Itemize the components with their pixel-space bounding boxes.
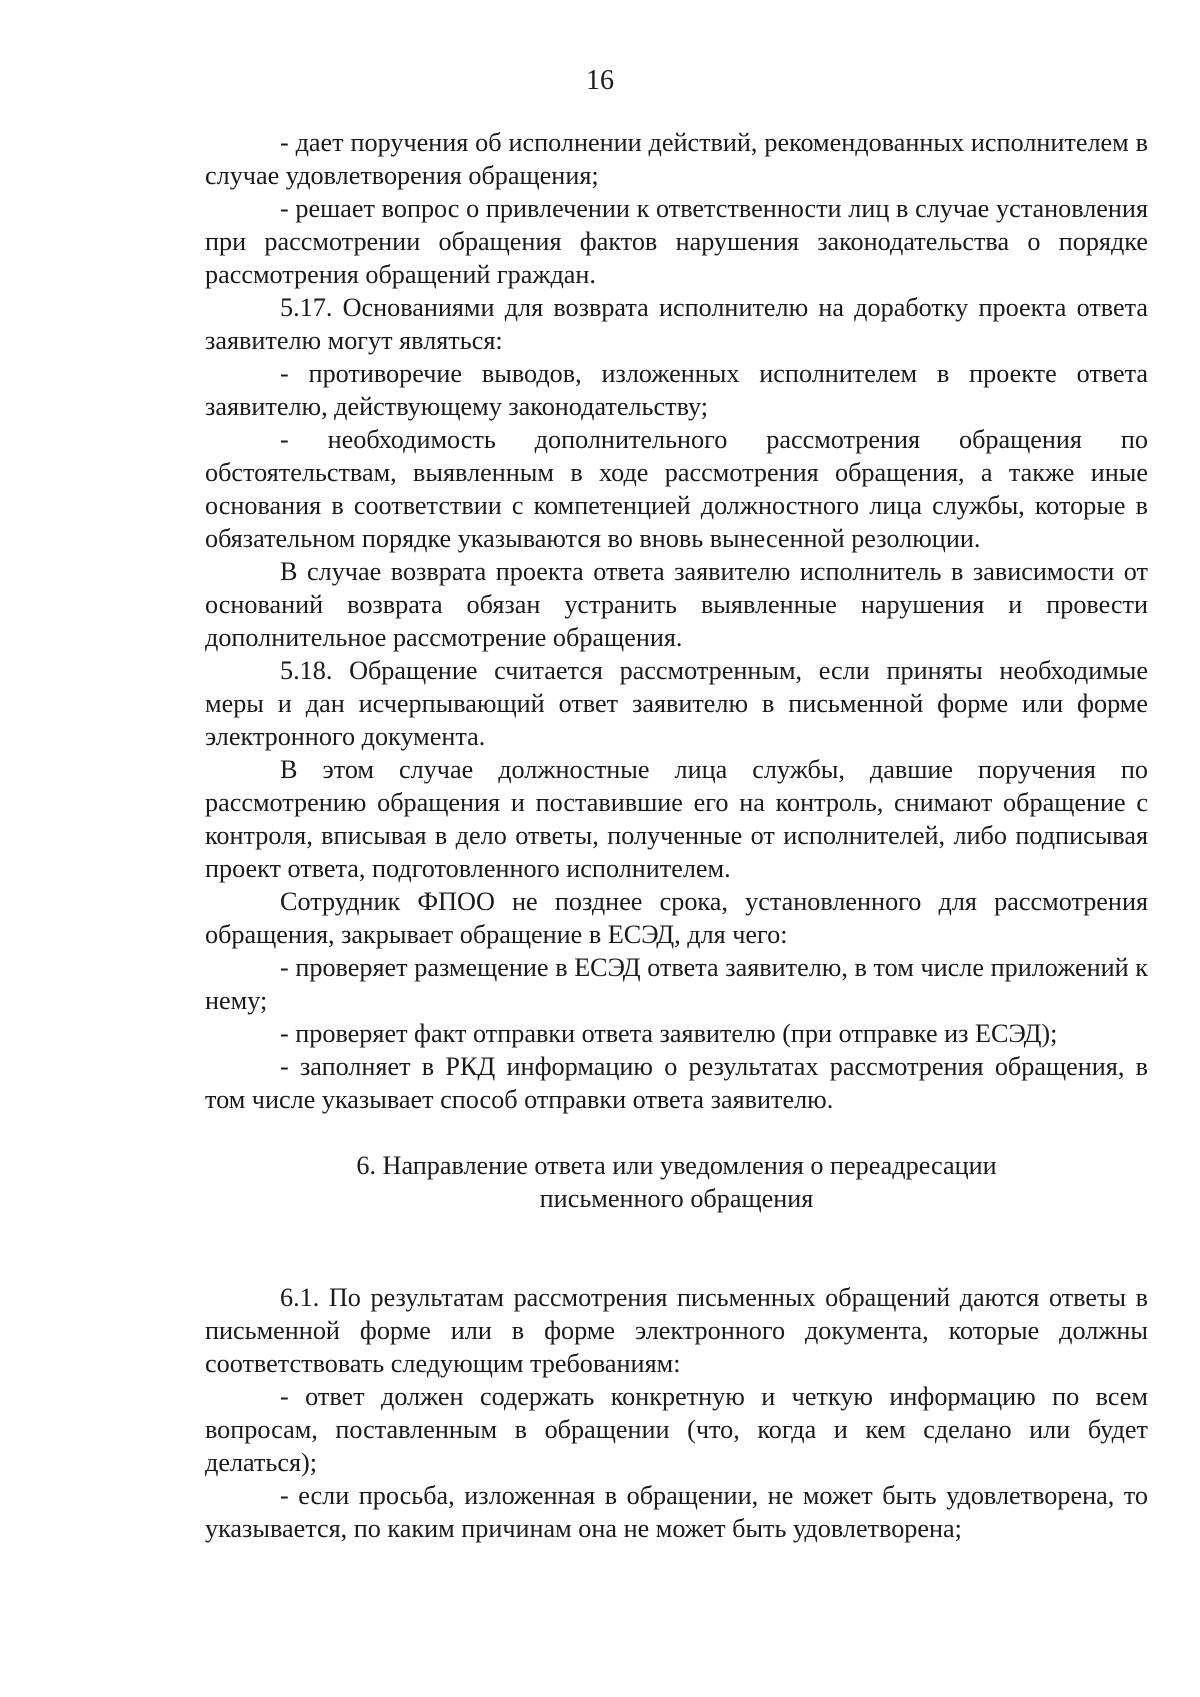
page-number: 16 bbox=[586, 65, 614, 96]
paragraph-liability: - решает вопрос о привлечении к ответственности лиц в случае установления при рассмотрении обращения фактов нарушения законодательства о порядке рассмотрения обращений граждан. bbox=[205, 194, 1148, 289]
paragraph-contradiction: - противоречие выводов, изложенных исполнителем в проекте ответа заявителю, действующему законодательству; bbox=[205, 359, 1148, 421]
paragraph-5-17: 5.17. Основаниями для возврата исполнителю на доработку проекта ответа заявителю могут являться: bbox=[205, 293, 1148, 355]
document-body bbox=[205, 126, 1148, 1545]
paragraph-5-18: 5.18. Обращение считается рассмотренным, если приняты необходимые меры и дан исчерпывающий ответ заявителю в письменной форме или форме электронного документа. bbox=[205, 656, 1148, 751]
section-6-heading bbox=[205, 1149, 1148, 1215]
paragraph-request-denied: - если просьба, изложенная в обращении, не может быть удовлетворена, то указывается, по каким причинам она не может быть удовлетворена; bbox=[205, 1481, 1148, 1543]
paragraph-answer-content: - ответ должен содержать конкретную и четкую информацию по всем вопросам, поставленным в обращении (что, когда и кем сделано или будет делаться); bbox=[205, 1382, 1148, 1477]
paragraph-return-case: В случае возврата проекта ответа заявителю исполнитель в зависимости от оснований возврата обязан устранить выявленные нарушения и провести дополнительное рассмотрение обращения. bbox=[205, 557, 1148, 652]
paragraph-check-sending: - проверяет факт отправки ответа заявителю (при отправке из ЕСЭД); bbox=[280, 1019, 1058, 1048]
paragraph-fpoo-employee: Сотрудник ФПОО не позднее срока, установленного для рассмотрения обращения, закрывает обращение в ЕСЭД, для чего: bbox=[205, 887, 1148, 949]
paragraph-6-1: 6.1. По результатам рассмотрения письменных обращений даются ответы в письменной форме или в форме электронного документа, которые должны соответствовать следующим требованиям: bbox=[205, 1283, 1148, 1378]
paragraph-officials-control: В этом случае должностные лица службы, давшие поручения по рассмотрению обращения и поставившие его на контроль, снимают обращение с контроля, вписывая в дело ответы, полученные от исполнителей, либо подписывая проект ответа, подготовленного исполнителем. bbox=[205, 755, 1148, 883]
paragraph-instructions: - дает поручения об исполнении действий, рекомендованных исполнителем в случае удовлетворения обращения; bbox=[205, 128, 1148, 190]
section-6-heading-line-2: письменного обращения bbox=[539, 1184, 814, 1213]
section-6-heading-line-1: 6. Направление ответа или уведомления о переадресации bbox=[356, 1151, 997, 1180]
paragraph-check-placement: - проверяет размещение в ЕСЭД ответа заявителю, в том числе приложений к нему; bbox=[205, 953, 1148, 1015]
paragraph-additional-review: - необходимость дополнительного рассмотрения обращения по обстоятельствам, выявленным в ходе рассмотрения обращения, а также иные основания в соответствии с компетенцией должностного лица службы, которые в обязательном порядке указываются во вновь вынесенной резолюции. bbox=[205, 425, 1148, 553]
paragraph-fill-rkd: - заполняет в РКД информацию о результатах рассмотрения обращения, в том числе указывает способ отправки ответа заявителю. bbox=[205, 1052, 1148, 1114]
